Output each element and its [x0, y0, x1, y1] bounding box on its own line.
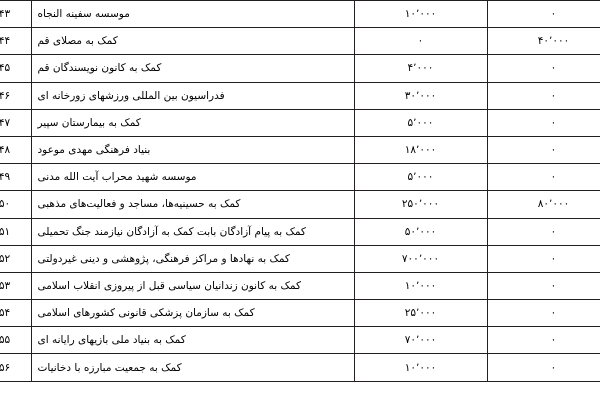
- cell-amount-secondary: ۰: [488, 164, 600, 191]
- table-row: [0, 1, 600, 28]
- cell-title: موسسه سفینه النجاه: [32, 1, 355, 28]
- table-row: [0, 164, 600, 191]
- cell-amount-primary: ۲۵٬۰۰۰: [355, 300, 488, 327]
- cell-title: کمک به پیام آزادگان بابت کمک به آزادگان نیازمند جنگ تحمیلی: [32, 218, 355, 245]
- cell-amount-secondary: ۰: [488, 109, 600, 136]
- cell-row-number: ۴۵: [0, 55, 32, 82]
- cell-row-number: ۵۳: [0, 272, 32, 299]
- cell-title: کمک به کانون زندانیان سیاسی قبل از پیروزی انقلاب اسلامی: [32, 272, 355, 299]
- cell-amount-primary: ۷۰٬۰۰۰: [355, 327, 488, 354]
- cell-amount-primary: ۷۰۰٬۰۰۰: [355, 245, 488, 272]
- cell-amount-secondary: ۰: [488, 245, 600, 272]
- cell-amount-secondary: ۸۰٬۰۰۰: [488, 191, 600, 218]
- cell-row-number: ۴۴: [0, 28, 32, 55]
- table-row: [0, 55, 600, 82]
- table-row: [0, 218, 600, 245]
- cell-row-number: ۵۶: [0, 354, 32, 381]
- cell-title: کمک به جمعیت مبارزه با دخانیات: [32, 354, 355, 381]
- table-row: [0, 272, 600, 299]
- cell-title: کمک به بنیاد ملی بازیهای رایانه ای: [32, 327, 355, 354]
- table-row: [0, 354, 600, 381]
- cell-row-number: ۵۰: [0, 191, 32, 218]
- cell-amount-primary: ۰: [355, 28, 488, 55]
- cell-amount-primary: ۱۰٬۰۰۰: [355, 1, 488, 28]
- table-row: [0, 300, 600, 327]
- cell-amount-secondary: ۰: [488, 300, 600, 327]
- cell-title: فدراسیون بین المللی ورزشهای زورخانه ای: [32, 82, 355, 109]
- cell-row-number: ۴۸: [0, 136, 32, 163]
- table-row: [0, 28, 600, 55]
- cell-amount-secondary: ۰: [488, 272, 600, 299]
- table-row: [0, 327, 600, 354]
- cell-title: بنیاد فرهنگی مهدی موعود: [32, 136, 355, 163]
- cell-row-number: ۴۶: [0, 82, 32, 109]
- cell-title: موسسه شهید محراب آیت الله مدنی: [32, 164, 355, 191]
- table-row: [0, 136, 600, 163]
- cell-amount-primary: ۲۵۰٬۰۰۰: [355, 191, 488, 218]
- cell-row-number: ۵۱: [0, 218, 32, 245]
- cell-amount-primary: ۴٬۰۰۰: [355, 55, 488, 82]
- cell-amount-secondary: ۰: [488, 82, 600, 109]
- cell-amount-primary: ۱۰٬۰۰۰: [355, 354, 488, 381]
- cell-row-number: ۵۵: [0, 327, 32, 354]
- table-row: [0, 109, 600, 136]
- cell-amount-primary: ۱۰٬۰۰۰: [355, 272, 488, 299]
- cell-amount-primary: ۳۰٬۰۰۰: [355, 82, 488, 109]
- cell-amount-secondary: ۰: [488, 218, 600, 245]
- cell-title: کمک به سازمان پزشکی قانونی کشورهای اسلامی: [32, 300, 355, 327]
- cell-amount-primary: ۵۰٬۰۰۰: [355, 218, 488, 245]
- table-body: [0, 1, 600, 382]
- cell-title: کمک به بیمارستان سپیر: [32, 109, 355, 136]
- cell-amount-secondary: ۰: [488, 1, 600, 28]
- table-row: [0, 245, 600, 272]
- cell-amount-secondary: ۰: [488, 327, 600, 354]
- cell-row-number: ۴۳: [0, 1, 32, 28]
- cell-row-number: ۵۴: [0, 300, 32, 327]
- cell-amount-secondary: ۰: [488, 354, 600, 381]
- table-row: [0, 191, 600, 218]
- cell-amount-primary: ۱۸٬۰۰۰: [355, 136, 488, 163]
- table-row: [0, 82, 600, 109]
- cell-amount-secondary: ۰: [488, 55, 600, 82]
- cell-row-number: ۴۷: [0, 109, 32, 136]
- cell-amount-secondary: ۴۰٬۰۰۰: [488, 28, 600, 55]
- cell-title: کمک به حسینیه‌ها، مساجد و فعالیت‌های مذهبی: [32, 191, 355, 218]
- cell-amount-secondary: ۰: [488, 136, 600, 163]
- cell-title: کمک به نهادها و مراکز فرهنگی، پژوهشی و دینی غیردولتی: [32, 245, 355, 272]
- cell-title: کمک به مصلای قم: [32, 28, 355, 55]
- cell-title: کمک به کانون نویسندگان قم: [32, 55, 355, 82]
- cell-row-number: ۵۲: [0, 245, 32, 272]
- cell-amount-primary: ۵٬۰۰۰: [355, 109, 488, 136]
- cell-amount-primary: ۵٬۰۰۰: [355, 164, 488, 191]
- cell-row-number: ۴۹: [0, 164, 32, 191]
